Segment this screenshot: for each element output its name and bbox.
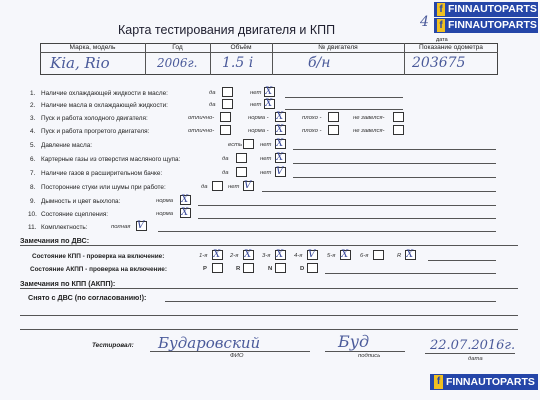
name-caption: ФИО	[230, 353, 244, 359]
q6-no-mark: X	[276, 152, 284, 163]
gear-3-label: 3-я	[262, 253, 271, 259]
removed-parts-label: Снято с ДВС (по согласованию!):	[28, 293, 147, 302]
kpp-label: Состояние КПП - проверка на включение:	[32, 253, 165, 260]
question-11-text: Комплектность:	[41, 224, 88, 231]
q8-no-mark: V	[244, 180, 252, 191]
question-4-num: 4.	[30, 128, 36, 135]
col-volume: Объём	[230, 44, 252, 51]
value-volume: 1.5 i	[222, 55, 254, 71]
q3-nostart-box[interactable]	[393, 112, 404, 122]
tester-signature: Буд	[338, 332, 370, 351]
akpp-n-label: N	[268, 266, 273, 272]
question-10-text: Состояние сцепления:	[41, 211, 109, 218]
q8-opt-yes: да	[201, 184, 208, 190]
q2-opt-no: нет	[250, 102, 262, 108]
q9-normal-mark: X	[181, 194, 189, 205]
akpp-p-label: P	[203, 266, 207, 272]
date-label: дата	[436, 37, 448, 43]
q1-no-mark: X	[265, 86, 273, 97]
brand-logo-text: FINNAUTOPARTS	[448, 19, 537, 31]
q3-bad-box[interactable]	[328, 112, 339, 122]
gear-3-mark: X	[276, 249, 284, 260]
gear-2-mark: X	[244, 249, 252, 260]
q1-yes-box[interactable]	[222, 87, 233, 97]
question-9-num: 9.	[30, 198, 36, 205]
gear-r-label: R	[397, 253, 402, 259]
akpp-r-label: R	[236, 266, 241, 272]
value-year: 2006г.	[157, 56, 198, 70]
col-odometer: Показание одометра	[419, 44, 483, 51]
q7-opt-no: нет	[260, 170, 272, 176]
q1-opt-no: нет	[250, 90, 262, 96]
question-2-num: 2.	[30, 102, 36, 109]
q5-opt-no: нет	[260, 142, 272, 148]
q4-normal-mark: X	[276, 124, 284, 135]
q7-yes-box[interactable]	[236, 167, 247, 177]
question-5-num: 5.	[30, 142, 36, 149]
q5-no-mark: X	[276, 138, 284, 149]
value-engine-no: б/н	[308, 55, 331, 71]
gear-4-label: 4-я	[294, 253, 303, 259]
q2-no-mark: X	[265, 98, 273, 109]
date-caption: дата	[468, 356, 483, 362]
q10-normal-mark: X	[181, 207, 189, 218]
q4-excellent-box[interactable]	[220, 125, 231, 135]
q6-opt-yes: да	[222, 156, 229, 162]
gear-6-label: 6-я	[360, 253, 369, 259]
akpp-label: Состояние АКПП - проверка на включение:	[30, 266, 167, 273]
q8-yes-box[interactable]	[212, 181, 223, 191]
tester-name: Бударовский	[158, 334, 261, 352]
akpp-n-box[interactable]	[275, 263, 286, 273]
question-4-text: Пуск и работа прогретого двигателя:	[41, 128, 150, 135]
q3-normal-mark: X	[276, 111, 284, 122]
value-make-model: Kia, Rio	[50, 54, 110, 72]
q4-opt-normal: норма -	[248, 128, 269, 134]
page-title: Карта тестирования двигателя и КПП	[118, 23, 336, 37]
question-3-num: 3.	[30, 115, 36, 122]
question-10-num: 10.	[28, 211, 37, 218]
q3-opt-normal: норма -	[248, 115, 269, 121]
value-odometer: 203675	[412, 55, 466, 71]
brand-logo: f FINNAUTOPARTS f FINNAUTOPARTS	[430, 0, 540, 34]
q6-opt-no: нет	[260, 156, 272, 162]
q8-opt-no: нет	[228, 184, 240, 190]
col-year: Год	[172, 44, 183, 51]
q7-opt-yes: да	[222, 170, 229, 176]
q2-opt-yes: да	[209, 102, 216, 108]
q5-yes-box[interactable]	[243, 139, 254, 149]
gear-1-label: 1-я	[199, 253, 208, 259]
question-1-text: Наличие охлаждающей жидкости в масле:	[41, 90, 168, 97]
gear-6-box[interactable]	[373, 250, 384, 260]
q3-opt-bad: плохо -	[302, 115, 322, 121]
gear-1-mark: X	[213, 249, 221, 260]
brand-watermark-text: FINNAUTOPARTS	[446, 376, 535, 388]
question-9-text: Дымность и цвет выхлопа:	[41, 198, 121, 205]
q5-opt-yes: есть	[228, 142, 243, 148]
tested-by-label: Тестировал:	[92, 342, 134, 349]
akpp-p-box[interactable]	[212, 263, 223, 273]
gear-4-mark: V	[308, 249, 316, 260]
gear-5-label: 5-я	[327, 253, 336, 259]
q11-opt-full: полная	[111, 224, 131, 230]
akpp-r-box[interactable]	[243, 263, 254, 273]
question-8-num: 8.	[30, 184, 36, 191]
signature-caption: подпись	[358, 353, 381, 359]
q3-opt-nostart: не завелся-	[353, 115, 385, 121]
gearbox-notes-label: Замечания по КПП (АКПП):	[20, 279, 116, 288]
brand-logo-text: FINNAUTOPARTS	[448, 3, 537, 15]
gear-2-label: 2-я	[230, 253, 239, 259]
question-6-num: 6.	[30, 156, 36, 163]
q4-opt-nostart: не завелся-	[353, 128, 385, 134]
test-date: 22.07.2016г.	[430, 338, 516, 353]
q1-opt-yes: да	[209, 90, 216, 96]
question-6-text: Картерные газы из отверстия масляного щупа:	[41, 156, 181, 163]
q3-opt-excellent: отлично-	[188, 115, 215, 121]
q4-opt-excellent: отлично-	[188, 128, 215, 134]
q10-opt-normal: норма	[156, 211, 174, 217]
question-7-text: Наличие газов в расширительном бачке:	[41, 170, 163, 177]
brand-watermark: f FINNAUTOPARTS	[430, 374, 538, 390]
q3-excellent-box[interactable]	[220, 112, 231, 122]
gear-r-mark: X	[406, 249, 414, 260]
question-2-text: Наличие масла в охлаждающей жидкости:	[41, 102, 168, 109]
col-engine-no: № двигателя	[318, 44, 358, 51]
col-make-model: Марка, модель	[69, 44, 116, 51]
q4-bad-box[interactable]	[328, 125, 339, 135]
q2-yes-box[interactable]	[222, 99, 233, 109]
q7-no-mark: V	[276, 166, 284, 177]
q4-nostart-box[interactable]	[393, 125, 404, 135]
question-7-num: 7.	[30, 170, 36, 177]
gear-5-mark: X	[341, 249, 349, 260]
akpp-d-box[interactable]	[307, 263, 318, 273]
question-1-num: 1.	[30, 90, 36, 97]
q11-full-mark: V	[137, 220, 145, 231]
corner-mark: 4	[420, 14, 429, 30]
q4-opt-bad: плохо -	[302, 128, 322, 134]
q6-yes-box[interactable]	[236, 153, 247, 163]
q9-opt-normal: норма	[156, 198, 174, 204]
akpp-d-label: D	[300, 266, 305, 272]
question-3-text: Пуск и работа холодного двигателя:	[41, 115, 148, 122]
question-11-num: 11.	[28, 224, 37, 231]
engine-notes-label: Замечания по ДВС:	[20, 236, 90, 245]
question-8-text: Посторонние стуки или шумы при работе:	[41, 184, 166, 191]
question-5-text: Давление масла:	[41, 142, 93, 149]
